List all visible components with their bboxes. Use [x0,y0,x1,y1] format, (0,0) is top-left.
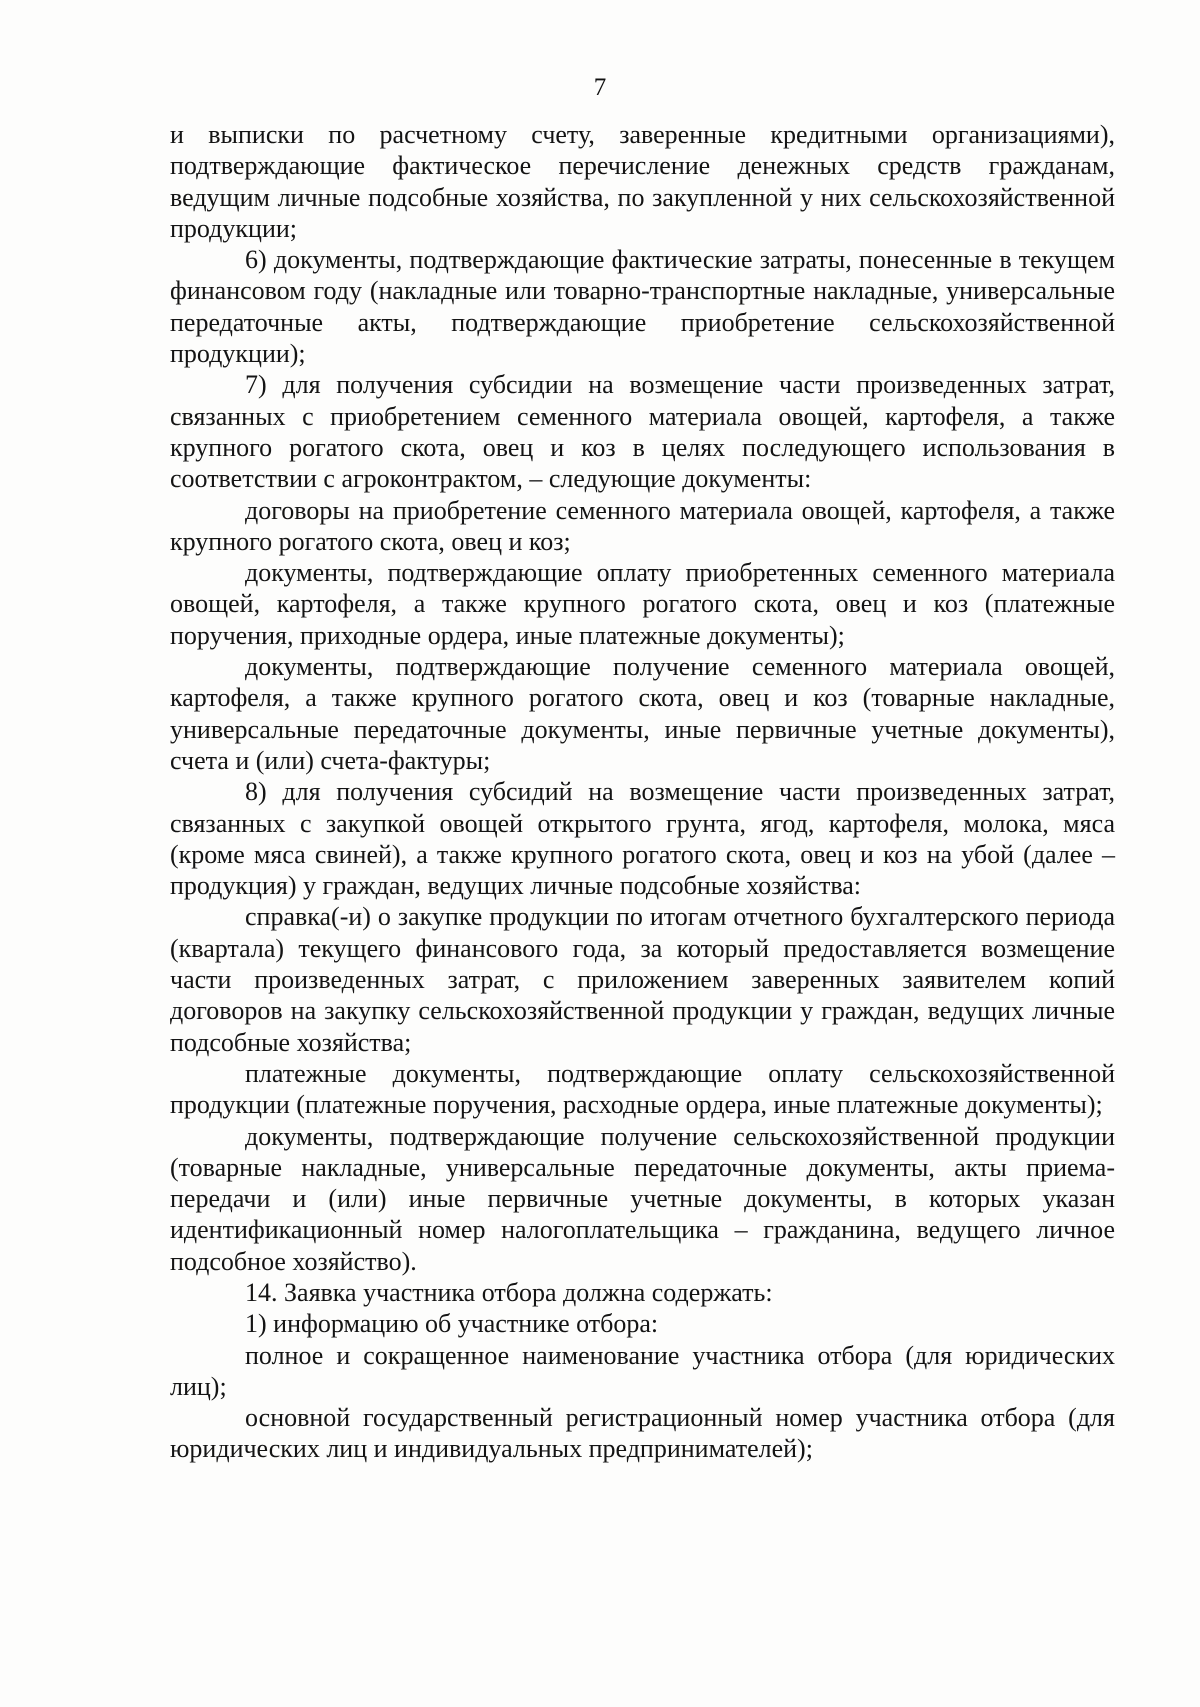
paragraph-item-8: 8) для получения субсидий на возмещение части произведенных затрат, связанных с закупкой овощей открытого грунта, ягод, картофеля, молока, мяса (кроме мяса свиней), а также крупного рогатого скота, овец и коз на убой (далее – продукция) у граждан, ведущих личные подсобные хозяйства: [170,777,1115,901]
paragraph-continuation: и выписки по расчетному счету, заверенные кредитными организациями), подтверждающие фактическое перечисление денежных средств гражданам, ведущим личные подсобные хозяйства, по закупленной у них сельскохозяйственной продукции; [170,120,1115,243]
paragraph-item-7: 7) для получения субсидии на возмещение части произведенных затрат, связанных с приобретением семенного материала овощей, картофеля, а также крупного рогатого скота, овец и коз в целях последующего использования в соответствии с агроконтрактом, – следующие документы: [170,370,1115,494]
document-body [170,119,1115,1465]
paragraph-receipt-docs: документы, подтверждающие получение семенного материала овощей, картофеля, а также крупного рогатого скота, овец и коз (товарные накладные, универсальные передаточные документы, иные первичные учетные документы), счета и (или) счета-фактуры; [170,652,1115,775]
page-number: 7 [593,74,607,101]
paragraph-item-6: 6) документы, подтверждающие фактические затраты, понесенные в текущем финансовом году (накладные или товарно-транспортные накладные, универсальные передаточные акты, подтверждающие приобретение сельскохозяйственной продукции); [170,245,1115,369]
paragraph-full-name: полное и сокращенное наименование участника отбора (для юридических лиц); [170,1340,1115,1401]
paragraph-contracts: договоры на приобретение семенного материала овощей, картофеля, а также крупного рогатого скота, овец и коз; [170,495,1115,556]
paragraph-section-14: 14. Заявка участника отбора должна содержать: [245,1277,773,1307]
paragraph-payment-docs: документы, подтверждающие оплату приобретенных семенного материала овощей, картофеля, а также крупного рогатого скота, овец и коз (платежные поручения, приходные ордера, иные платежные документы); [170,558,1115,650]
paragraph-payment-documents: платежные документы, подтверждающие оплату сельскохозяйственной продукции (платежные поручения, расходные ордера, иные платежные документы); [170,1058,1115,1120]
paragraph-receipt-documents: документы, подтверждающие получение сельскохозяйственной продукции (товарные накладные, универсальные передаточные документы, акты приема-передачи и (или) иные первичные учетные документы, в которых указан идентификационный номер налогоплательщика – гражданина, ведущего личное подсобное хозяйство). [170,1121,1115,1276]
paragraph-purchase-certificate: справка(-и) о закупке продукции по итогам отчетного бухгалтерского периода (квартала) текущего финансового года, за который предоставляется возмещение части произведенных затрат, с приложением заверенных заявителем копий договоров на закупку сельскохозяйственной продукции у граждан, ведущих личные подсобные хозяйства; [170,902,1115,1057]
paragraph-ogrn: основной государственный регистрационный номер участника отбора (для юридических лиц и индивидуальных предпринимателей); [170,1403,1115,1464]
paragraph-participant-info: 1) информацию об участнике отбора: [245,1309,659,1339]
